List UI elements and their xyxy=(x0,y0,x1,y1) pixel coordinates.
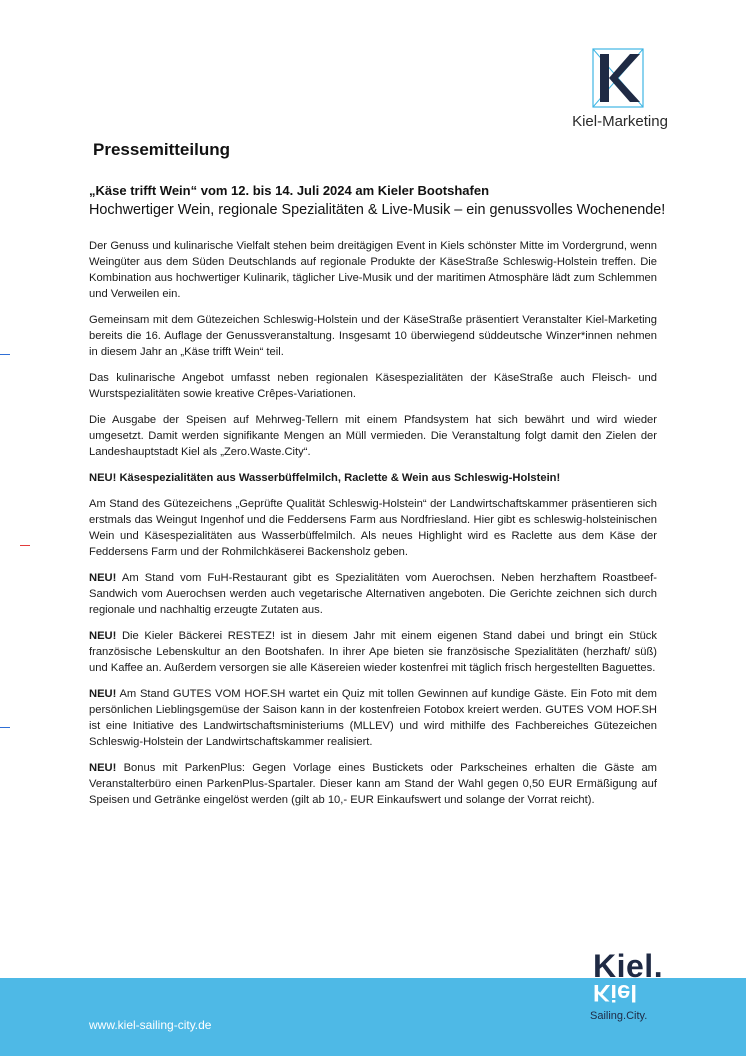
footer-band xyxy=(0,948,746,1056)
paragraph-text: Gemeinsam mit dem Gütezeichen Schleswig-Holstein und der KäseStraße präsentiert Veranstalter Kiel-Marketing bereits die 16. Auflage der Genussveranstaltung. Insgesamt 10 überwiegend süddeutsche Winzer*innen nehmen in diesem Jahr an „Käse trifft Wein“ teil. xyxy=(89,314,657,358)
paragraph-text: Das kulinarische Angebot umfasst neben regionalen Käsespezialitäten der KäseStraße auch Fleisch- und Wurstspezialitäten sowie kreative Crêpes-Variationen. xyxy=(89,372,657,400)
punch-mark xyxy=(20,545,30,546)
section-heading xyxy=(89,470,657,486)
paragraph xyxy=(89,312,657,360)
paragraph xyxy=(89,238,657,302)
paragraph xyxy=(89,628,657,676)
press-body xyxy=(89,238,657,818)
logo-mirror-wordmark: Kiel xyxy=(593,979,638,1006)
paragraph-lead: NEU! xyxy=(89,572,117,584)
paragraph xyxy=(89,570,657,618)
paragraph-lead: NEU! xyxy=(89,762,117,774)
paragraph-text: Die Kieler Bäckerei RESTEZ! ist in diesem Jahr mit einem eigenen Stand dabei und bringt ein Stück französische Lebenskultur an den Bootshafen. In ihrer Ape bieten sie französische Spezialitäten (herzhaft/ süß) und Kaffee an. Außerdem versorgen sie alle Käsereien wieder kostenfrei mit täglich frisch hergestellten Baguettes. xyxy=(89,630,657,674)
paragraph xyxy=(89,760,657,808)
paragraph-text: Der Genuss und kulinarische Vielfalt stehen beim dreitägigen Event in Kiels schönster Mitte im Vordergrund, wenn Weingüter aus dem Süden Deutschlands auf regionale Produkte der KäseStraße Schleswig-Holstein treffen. Die Kombination aus hochwertiger Kulinarik, täglicher Live-Musik und der maritimen Atmosphäre lädt zum Schlemmen und Verweilen ein. xyxy=(89,240,657,300)
paragraph xyxy=(89,370,657,402)
paragraph xyxy=(89,412,657,460)
paragraph-lead: NEU! Käsespezialitäten aus Wasserbüffelmilch, Raclette & Wein aus Schleswig-Holstein! xyxy=(89,472,561,484)
paragraph xyxy=(89,686,657,750)
paragraph-text: Am Stand des Gütezeichens „Geprüfte Qualität Schleswig-Holstein“ der Landwirtschaftskammer präsentieren sich erstmals das Weingut Ingenhof und die Feddersens Farm aus Nordfriesland. Hier gibt es schleswig-holsteinischen Wein und Käsespezialitäten aus Wasserbüffelmilch. Als neues Highlight wird es Raclette aus dem Käse der Feddersens Farm und der Rohmilchkäserei Backensholz geben. xyxy=(89,498,657,558)
headline: „Käse trifft Wein“ vom 12. bis 14. Juli 2024 am Kieler Bootshafen xyxy=(89,183,490,198)
fold-mark xyxy=(0,727,10,728)
kiel-marketing-logo xyxy=(562,46,678,136)
website-link[interactable]: www.kiel-sailing-city.de xyxy=(89,1018,212,1032)
paragraph-text: Am Stand vom FuH-Restaurant gibt es Spezialitäten vom Auerochsen. Neben herzhaftem Roastbeef-Sandwich vom Auerochsen werden auch vegetarische Alternativen angeboten. Die Gerichte zeichnen sich durch regionale und nachhaltig erzeugte Zutaten aus. xyxy=(89,572,657,616)
paragraph-text: Bonus mit ParkenPlus: Gegen Vorlage eines Bustickets oder Parkscheines erhalten die Gäste am Veranstalterbüro einen ParkenPlus-Spartaler. Dieser kann am Stand der Wahl gegen 0,50 EUR Ermäßigung auf Speisen und Getränke eingelöst werden (gilt ab 10,- EUR Einkaufswert und solange der Vorrat reicht). xyxy=(89,762,657,806)
kiel-k-logo-icon xyxy=(592,48,644,108)
logo-label: Kiel-Marketing xyxy=(572,113,668,130)
page-title: Pressemitteilung xyxy=(93,140,230,159)
logo-slogan: Sailing.City. xyxy=(590,1010,648,1022)
fold-mark xyxy=(0,354,10,355)
subheadline: Hochwertiger Wein, regionale Spezialitäten & Live-Musik – ein genussvolles Wochenende! xyxy=(89,202,666,218)
paragraph-text: Am Stand GUTES VOM HOF.SH wartet ein Quiz mit tollen Gewinnen auf kundige Gäste. Ein Foto mit dem persönlichen Lieblingsgemüse der Saison kann in der kostenfreien Fotobox kreiert werden. GUTES VOM HOF.SH ist eine Initiative des Landwirtschaftsministeriums (MLLEV) und wird mithilfe des Fachbereiches Gütezeichen Schleswig-Holstein der Landwirtschaftskammer realisiert. xyxy=(89,688,657,748)
paragraph xyxy=(89,496,657,560)
logo-wordmark: Kiel. xyxy=(593,948,664,984)
paragraph-lead: NEU! xyxy=(89,688,117,700)
paragraph-lead: NEU! xyxy=(89,630,117,642)
paragraph-text: Die Ausgabe der Speisen auf Mehrweg-Tellern mit einem Pfandsystem hat sich bewährt und wird wieder umgesetzt. Damit werden signifikante Mengen an Müll vermieden. Die Veranstaltung folgt damit den Zielen der Landeshauptstadt Kiel als „Zero.Waste.City“. xyxy=(89,414,657,458)
